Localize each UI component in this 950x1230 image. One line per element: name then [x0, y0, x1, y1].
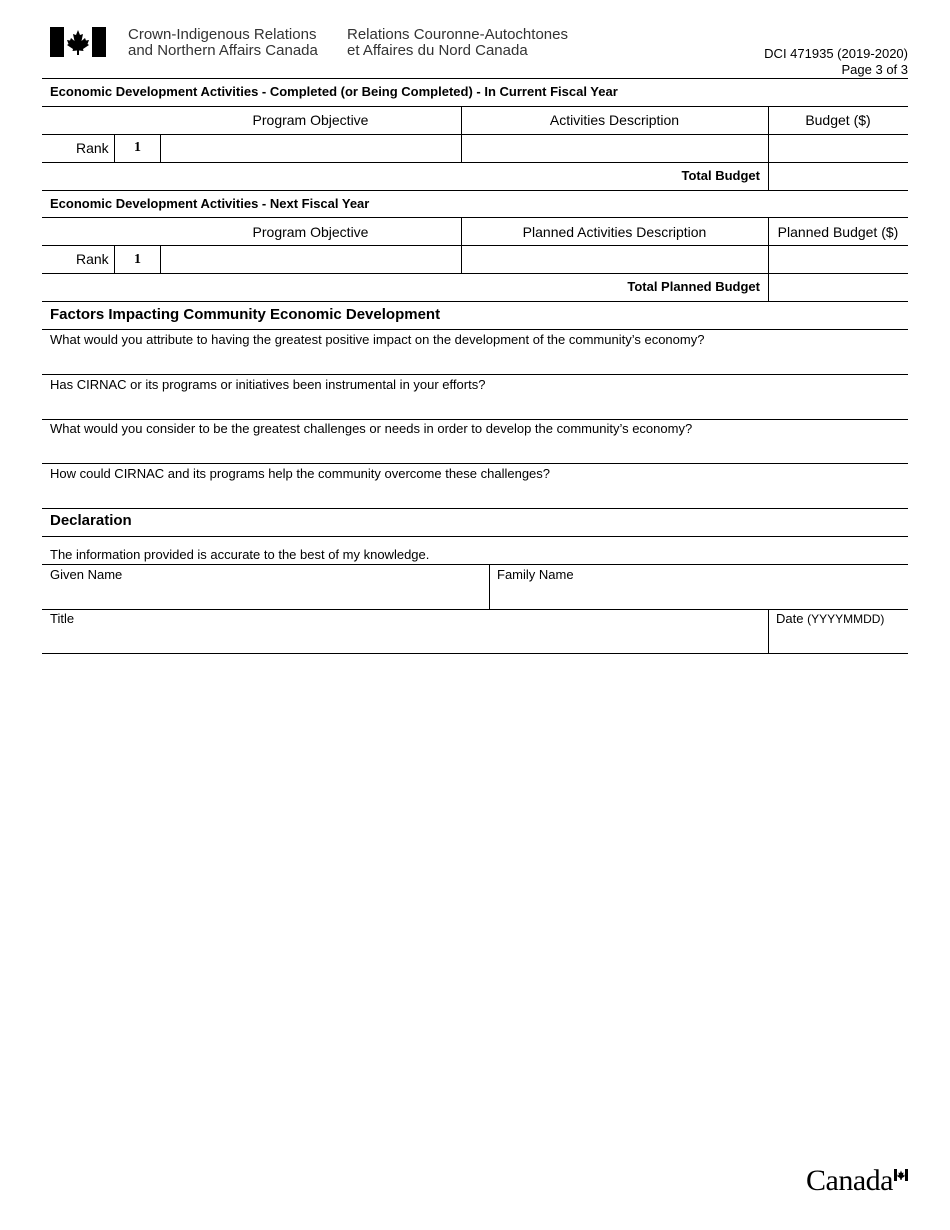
canada-wordmark — [806, 1164, 910, 1198]
next-col-budget: Planned Budget ($) — [777, 224, 899, 240]
flag-icon — [50, 27, 106, 57]
current-total-budget-field[interactable] — [769, 163, 907, 189]
given-name-label: Given Name — [50, 567, 123, 582]
factors-question-4: How could CIRNAC and its programs help the community overcome these challenges? — [50, 466, 551, 481]
current-col-budget: Budget ($) — [805, 112, 871, 128]
next-rank-label: Rank — [76, 251, 109, 267]
factors-answer-1[interactable] — [43, 348, 907, 373]
title-label: Title — [50, 611, 75, 626]
department-name-french — [347, 27, 568, 59]
factors-answer-3[interactable] — [43, 437, 907, 462]
current-col-description: Activities Description — [549, 112, 680, 128]
factors-answer-2[interactable] — [43, 393, 907, 418]
canada-wordmark-text: Canada — [806, 1164, 893, 1197]
page-number: Page 3 of 3 — [841, 62, 908, 77]
current-budget-field[interactable] — [769, 135, 907, 161]
department-name-en-line1: Crown-Indigenous Relations — [128, 26, 317, 43]
current-col-objective: Program Objective — [252, 112, 369, 128]
family-name-label: Family Name — [497, 567, 574, 582]
factors-title: Factors Impacting Community Economic Development — [50, 306, 441, 323]
department-name-fr-line1: Relations Couronne-Autochtones — [347, 26, 568, 43]
next-col-description: Planned Activities Description — [522, 224, 707, 240]
next-year-title: Economic Development Activities - Next Fiscal Year — [50, 196, 370, 211]
date-label — [776, 611, 884, 627]
next-total-budget-field[interactable] — [769, 274, 907, 300]
next-budget-field[interactable] — [769, 246, 907, 272]
next-rank-value: 1 — [134, 252, 141, 267]
next-objective-field[interactable] — [161, 246, 460, 272]
next-description-field[interactable] — [462, 246, 767, 272]
current-objective-field[interactable] — [161, 135, 460, 161]
factors-question-1: What would you attribute to having the greatest positive impact on the development of the community’s economy? — [50, 332, 705, 347]
declaration-statement: The information provided is accurate to the best of my knowledge. — [50, 547, 430, 562]
current-description-field[interactable] — [462, 135, 767, 161]
next-col-objective: Program Objective — [252, 224, 369, 240]
department-name-en-line2: and Northern Affairs Canada — [128, 42, 318, 59]
department-name-fr-line2: et Affaires du Nord Canada — [347, 42, 528, 59]
factors-answer-4[interactable] — [43, 482, 907, 507]
declaration-title: Declaration — [50, 512, 132, 529]
family-name-field[interactable] — [490, 583, 907, 608]
current-rank-value: 1 — [134, 140, 141, 155]
title-field[interactable] — [43, 627, 767, 652]
current-total-label: Total Budget — [681, 168, 760, 183]
next-total-label: Total Planned Budget — [627, 279, 760, 294]
date-label-text: Date — [776, 611, 804, 626]
given-name-field[interactable] — [43, 583, 488, 608]
date-field[interactable] — [769, 627, 907, 652]
factors-question-2: Has CIRNAC or its programs or initiatives been instrumental in your efforts? — [50, 377, 486, 392]
government-flag-logo — [50, 27, 106, 57]
date-format-hint: (YYYYMMDD) — [807, 612, 885, 626]
form-id: DCI 471935 (2019-2020) — [764, 46, 908, 61]
wordmark-flag-icon — [894, 1169, 908, 1181]
current-year-title: Economic Development Activities - Completed (or Being Completed) - In Current Fiscal Year — [50, 84, 618, 99]
department-name-english — [128, 27, 318, 59]
current-rank-label: Rank — [76, 140, 109, 156]
factors-question-3: What would you consider to be the greatest challenges or needs in order to develop the community’s economy? — [50, 421, 693, 436]
